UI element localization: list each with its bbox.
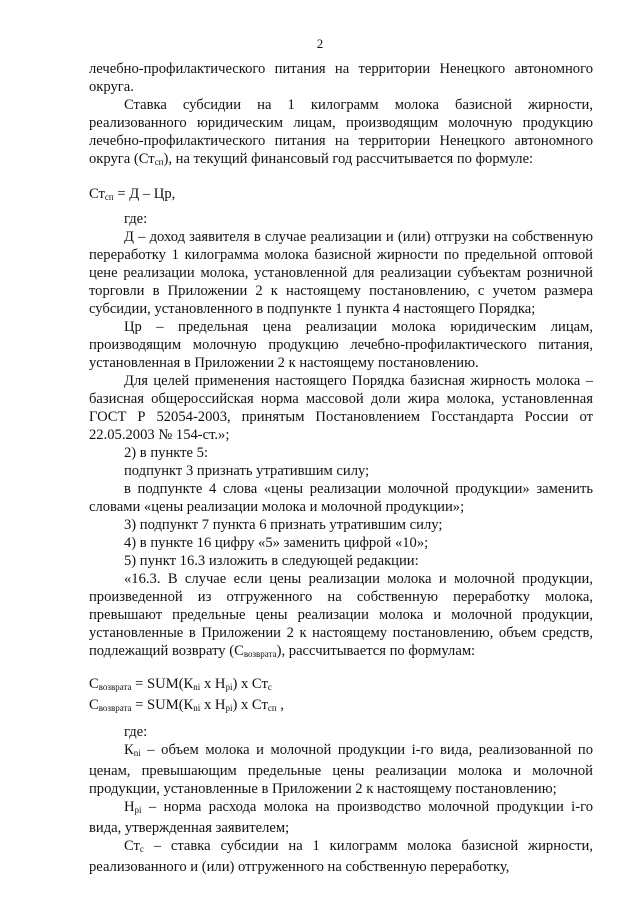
definition-consumption-norm: $Н_{pi}$ – норма расхода молока на производство молочной продукции i-го вида, утвержденная заявителем;	[89, 799, 593, 836]
where-label: где:	[124, 211, 148, 227]
formula-subsidy-rate: $Ст_{сп} = Д$ – Цр,	[89, 186, 176, 202]
amendment-subitem-4: в подпункте 4 слова «цены реализации молочной продукции» заменить словами «цены реализации молока и молочной продукции»;	[89, 481, 593, 515]
paragraph-subsidy-rate: Ставка субсидии на 1 килограмм молока базисной жирности, реализованного юридическим лицам, производящим молочную продукцию лечебно-профилактического питания на территории Ненецкого автономного округа $(Ст_{сп})$, на текущий финансовый год рассчитывается по формуле:	[89, 97, 593, 167]
page-number: 2	[316, 36, 324, 51]
amendment-subitem-3: подпункт 3 признать утратившим силу;	[124, 463, 370, 479]
paragraph-16-3: «16.3. В случае если цены реализации молока и молочной продукции, произведенной из отгруженного на собственную переработку молока, превышают предельные цены реализации молока и молочной продукции, установленные в Приложении 2 к настоящему постановлению, объем средств, подлежащий возврату $(С_{возврата})$, рассчитывается по формулам:	[89, 571, 593, 659]
paragraph-continuation: лечебно-профилактического питания на территории Ненецкого автономного округа.	[89, 61, 593, 95]
amendment-item-4: 4) в пункте 16 цифру «5» заменить цифрой «10»;	[124, 535, 429, 551]
where-label: где:	[124, 724, 148, 740]
formula-return-2: $С_{возврата} = SUM(К_{ni}$ х $Н_{pi}$) х $Ст_{сп}$ ,	[89, 697, 284, 713]
definition-max-price: Цр – предельная цена реализации молока юридическим лицам, производящим молочную продукцию лечебно-профилактического питания, установленная в Приложении 2 к настоящему постановлению.	[89, 319, 593, 371]
amendment-item-5: 5) пункт 16.3 изложить в следующей редакции:	[124, 553, 419, 569]
amendment-item-2: 2) в пункте 5:	[124, 445, 209, 461]
formula-return-1: $С_{возврата} = SUM(К_{ni}$ х $Н_{pi}$) х $Ст_с$	[89, 676, 272, 692]
amendment-item-3: 3) подпункт 7 пункта 6 признать утратившим силу;	[124, 517, 443, 533]
definition-income: Д – доход заявителя в случае реализации и (или) отгрузки на собственную переработку 1 килограмма молока базисной жирности по предельной оптовой цене реализации молока, установленной для реализации субъектам розничной торговли в Приложении 2 к настоящему постановлению, с учетом размера субсидии, установленного в подпункте 1 пункта 4 настоящего Порядка;	[89, 229, 593, 317]
definition-volume: $К_{ni}$ – объем молока и молочной продукции i-го вида, реализованной по ценам, превышающим предельные цены реализации молока и молочной продукции, установленные в Приложении 2 к настоящему постановлению;	[89, 742, 593, 797]
document-body	[89, 60, 593, 876]
paragraph-base-fat: Для целей применения настоящего Порядка базисная жирность молока – базисная общероссийская норма массовой доли жира молока, установленная ГОСТ Р 52054-2003, принятым Постановлением Госстандарта России от 22.05.2003 № 154-ст.»;	[89, 373, 593, 443]
definition-subsidy-rate: $Ст_с$ – ставка субсидии на 1 килограмм молока базисной жирности, реализованного и (или) отгруженного на собственную переработку,	[89, 838, 593, 875]
